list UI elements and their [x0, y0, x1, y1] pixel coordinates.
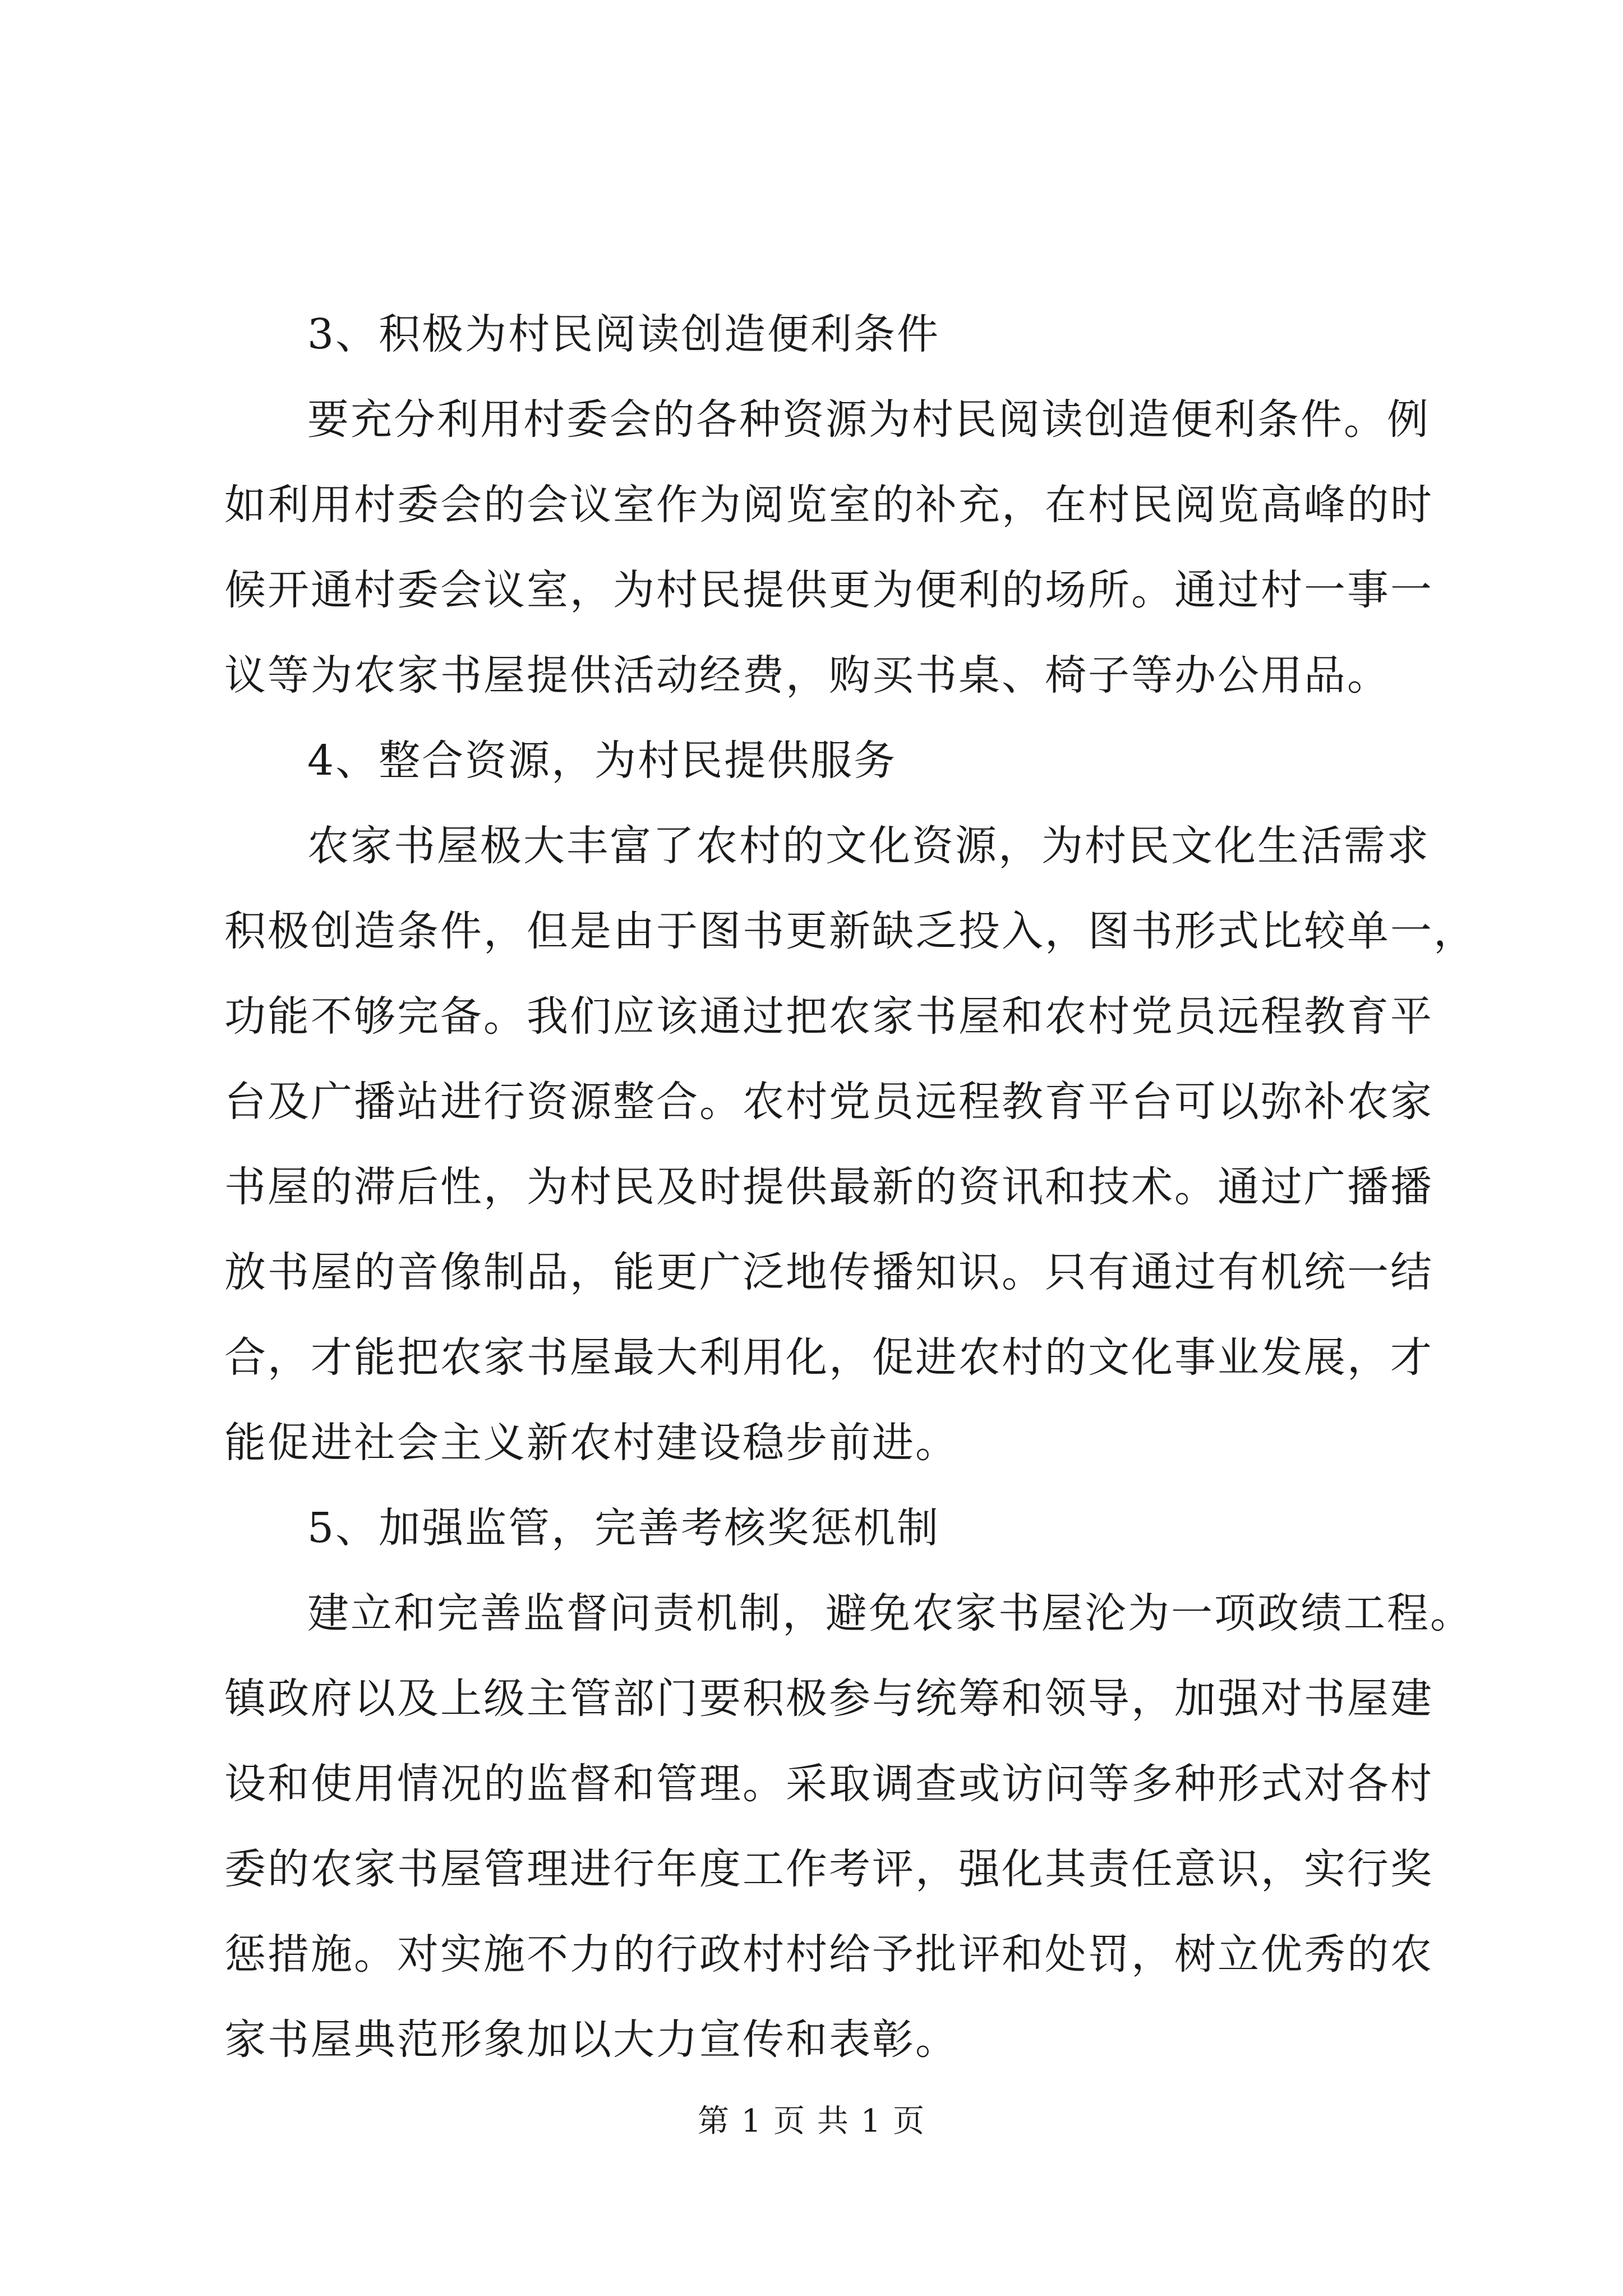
section-heading: 3、积极为村民阅读创造便利条件	[307, 310, 940, 358]
paragraph-line: 家书屋典范形象加以大力宣传和表彰。	[224, 2016, 958, 2064]
page-footer	[0, 2099, 1623, 2144]
document-body	[224, 292, 1477, 2082]
paragraph	[224, 803, 1477, 1485]
section-heading: 5、加强监管，完善考核奖惩机制	[307, 1504, 940, 1552]
paragraph-line: 书屋的滞后性，为村民及时提供最新的资讯和技术。通过广播播	[224, 1163, 1433, 1211]
paragraph-line: 如利用村委会的会议室作为阅览室的补充，在村民阅览高峰的时	[224, 481, 1433, 529]
section-heading: 4、整合资源，为村民提供服务	[307, 737, 897, 785]
paragraph-line: 放书屋的音像制品，能更广泛地传播知识。只有通过有机统一结	[224, 1248, 1433, 1296]
paragraph-line: 建立和完善监督问责机制，避免农家书屋沦为一项政绩工程。	[307, 1589, 1473, 1637]
paragraph	[224, 1571, 1473, 2082]
paragraph-line: 设和使用情况的监督和管理。采取调查或访问等多种形式对各村	[224, 1760, 1433, 1808]
paragraph-line: 农家书屋极大丰富了农村的文化资源，为村民文化生活需求	[307, 822, 1430, 870]
paragraph-line: 积极创造条件，但是由于图书更新缺乏投入，图书形式比较单一，	[224, 907, 1477, 955]
paragraph-line: 委的农家书屋管理进行年度工作考评，强化其责任意识，实行奖	[224, 1845, 1433, 1893]
paragraph-line: 台及广播站进行资源整合。农村党员远程教育平台可以弥补农家	[224, 1078, 1433, 1126]
paragraph-line: 惩措施。对实施不力的行政村村给予批评和处罚，树立优秀的农	[224, 1930, 1433, 1978]
paragraph-line: 要充分利用村委会的各种资源为村民阅读创造便利条件。例	[307, 395, 1430, 444]
paragraph-line: 合，才能把农家书屋最大利用化，促进农村的文化事业发展，才	[224, 1333, 1433, 1382]
paragraph-line: 镇政府以及上级主管部门要积极参与统筹和领导，加强对书屋建	[224, 1674, 1433, 1723]
paragraph	[224, 377, 1433, 718]
paragraph-line: 能促进社会主义新农村建设稳步前进。	[224, 1419, 958, 1467]
paragraph-line: 候开通村委会议室，为村民提供更为便利的场所。通过村一事一	[224, 566, 1433, 614]
page-number-label: 第 1 页 共 1 页	[697, 2103, 926, 2139]
paragraph-line: 议等为农家书屋提供活动经费，购买书桌、椅子等办公用品。	[224, 651, 1390, 700]
paragraph-line: 功能不够完备。我们应该通过把农家书屋和农村党员远程教育平	[224, 992, 1433, 1041]
